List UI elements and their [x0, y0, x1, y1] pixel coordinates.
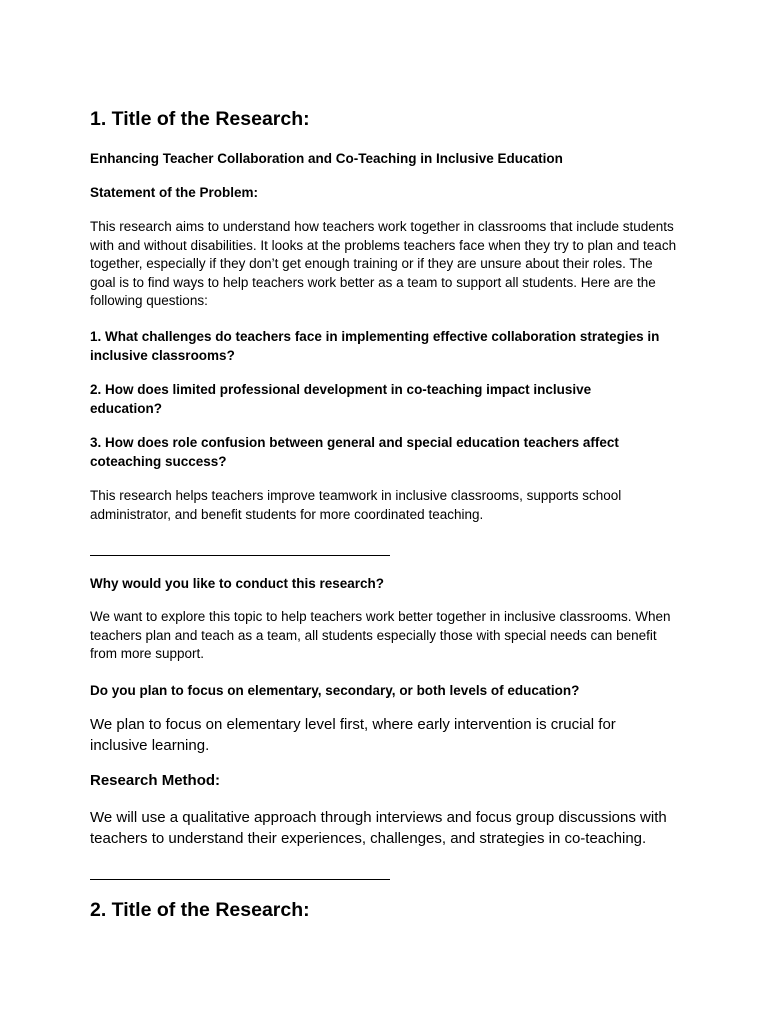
problem-paragraph: This research aims to understand how teachers work together in classrooms that include students with and without disabilities. It looks at the problems teachers face when they try to plan and teach together, especially if they don’t get enough training or if they are unsure about their roles. The goal is to find ways to help teachers work better as a team to support all students. Here are the following questions: [90, 219, 677, 308]
focus-paragraph: We plan to focus on elementary level first, where early intervention is crucial for inclusive learning. [90, 716, 616, 754]
why-paragraph: We want to explore this topic to help teachers work better together in inclusive classrooms. When teachers plan and teach as a team, all students especially those with special needs can benefit from more support. [90, 609, 671, 661]
research-title: Enhancing Teacher Collaboration and Co-Teaching in Inclusive Education [90, 151, 563, 166]
why-heading: Why would you like to conduct this research? [90, 576, 385, 591]
method-paragraph: We will use a qualitative approach through interviews and focus group discussions with teachers to understand their experiences, challenges, and strategies in co-teaching. [90, 809, 667, 847]
focus-heading: Do you plan to focus on elementary, secondary, or both levels of education? [90, 683, 580, 698]
section-divider [90, 555, 390, 556]
research-question-2: 2. How does limited professional development in co-teaching impact inclusive education? [90, 382, 592, 416]
section-1-heading: 1. Title of the Research: [90, 108, 310, 130]
problem-heading: Statement of the Problem: [90, 185, 259, 200]
research-question-3: 3. How does role confusion between general and special education teachers affect coteaching success? [90, 435, 619, 469]
significance-paragraph: This research helps teachers improve teamwork in inclusive classrooms, supports school administrator, and benefit students for more coordinated teaching. [90, 488, 622, 522]
section-2-heading: 2. Title of the Research: [90, 899, 310, 921]
method-heading: Research Method: [90, 772, 221, 789]
research-question-1: 1. What challenges do teachers face in implementing effective collaboration strategies in inclusive classrooms? [90, 329, 660, 363]
section-divider [90, 879, 390, 880]
